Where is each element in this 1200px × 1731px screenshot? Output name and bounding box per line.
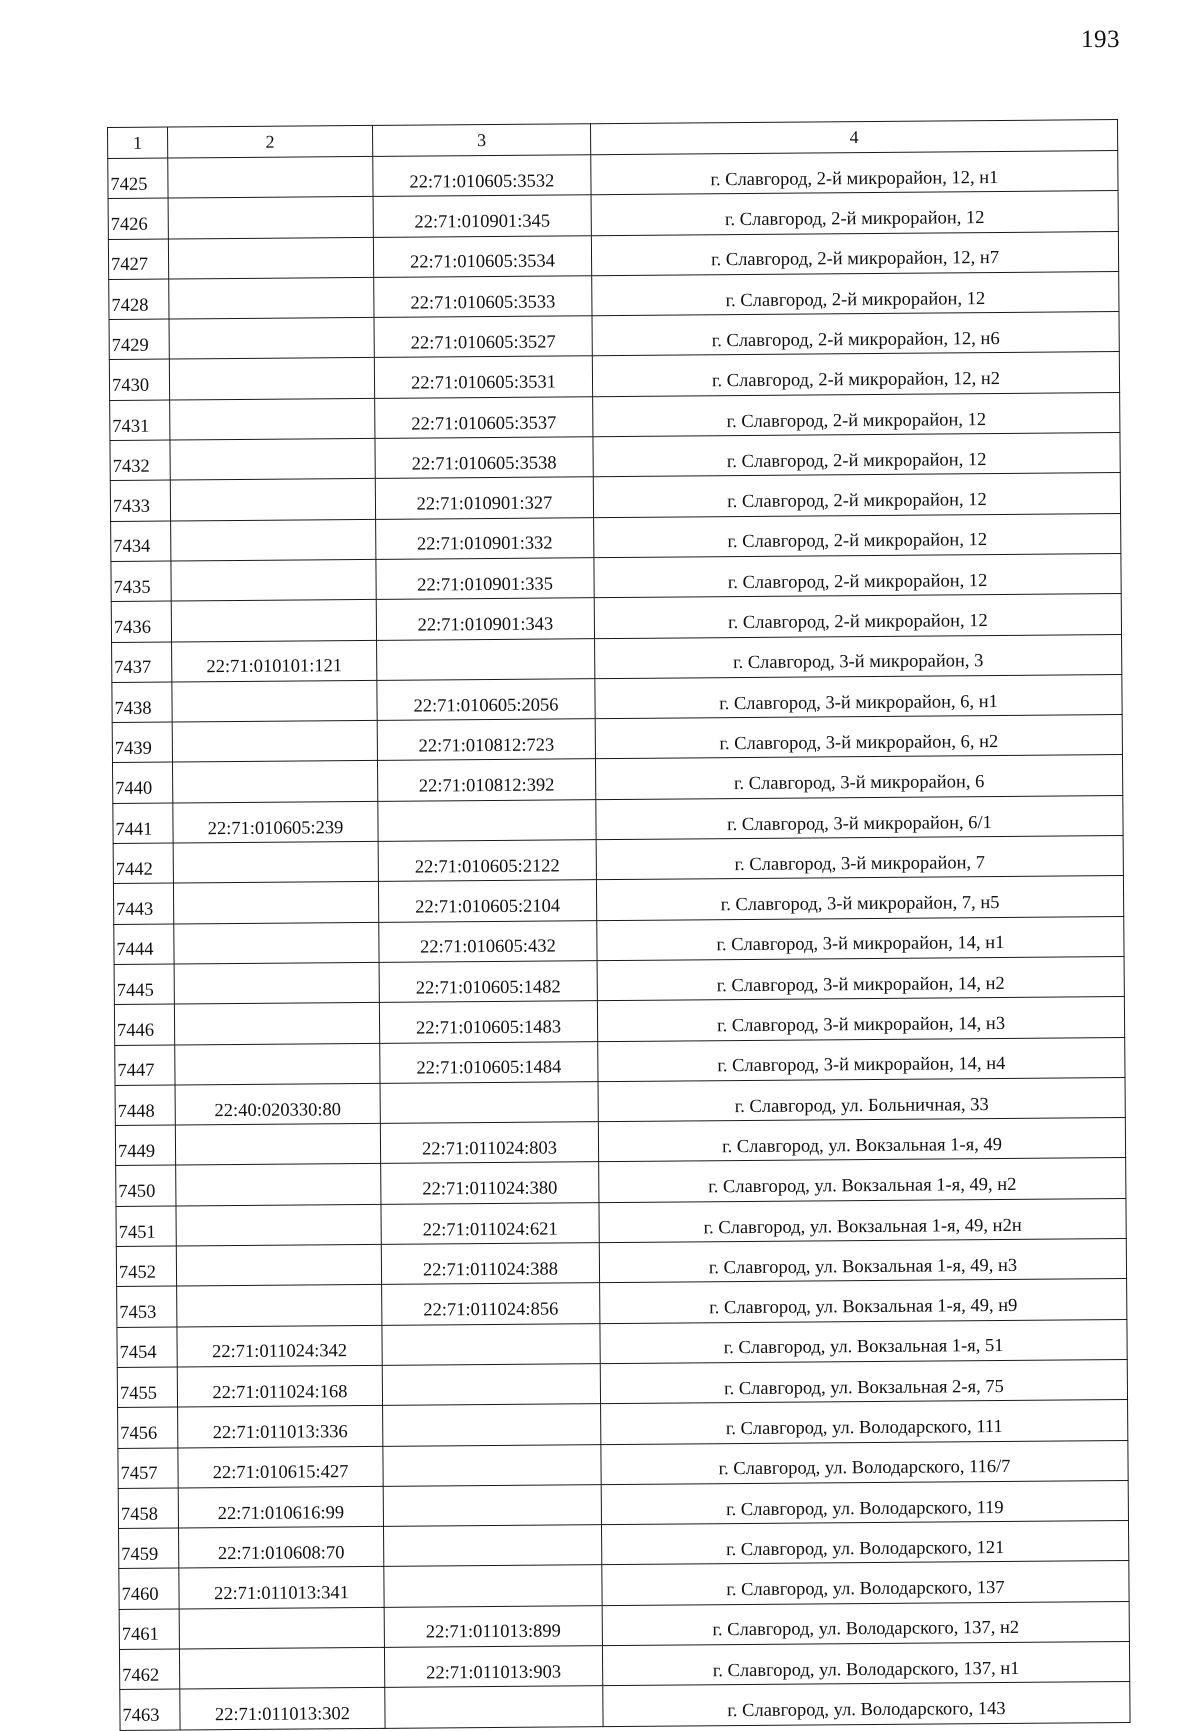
row-number-cell: 7456 bbox=[118, 1407, 178, 1448]
cadastral-number-col2-cell bbox=[174, 962, 379, 1004]
address-cell: г. Славгород, ул. Вокзальная 1-я, 51 bbox=[600, 1319, 1127, 1363]
address-cell: г. Славгород, ул. Володарского, 119 bbox=[601, 1480, 1128, 1524]
address-cell: г. Славгород, 2-й микрорайон, 12 bbox=[593, 392, 1120, 436]
row-number-cell: 7432 bbox=[110, 440, 170, 481]
cadastral-number-col2-cell: 22:40:020330:80 bbox=[175, 1083, 380, 1125]
cadastral-number-col2-cell: 22:71:011013:336 bbox=[178, 1406, 383, 1448]
cadastral-number-col2-cell bbox=[170, 438, 375, 480]
row-number-cell: 7430 bbox=[109, 360, 169, 401]
cadastral-number-col3-cell: 22:71:011024:621 bbox=[381, 1202, 599, 1244]
row-number-cell: 7444 bbox=[114, 924, 174, 965]
cadastral-number-col3-cell: 22:71:010605:3531 bbox=[374, 356, 592, 398]
cadastral-number-col3-cell: 22:71:011024:856 bbox=[382, 1283, 600, 1325]
cadastral-number-col3-cell: 22:71:010605:2056 bbox=[377, 679, 595, 721]
row-number-cell: 7461 bbox=[119, 1609, 179, 1650]
cadastral-number-col3-cell bbox=[383, 1484, 601, 1526]
address-cell: г. Славгород, 2-й микрорайон, 12, н7 bbox=[591, 231, 1118, 275]
cadastral-number-col3-cell: 22:71:010605:3532 bbox=[373, 155, 591, 197]
cadastral-number-col3-cell bbox=[377, 638, 595, 680]
address-cell: г. Славгород, 3-й микрорайон, 6/1 bbox=[596, 795, 1123, 839]
table-body bbox=[108, 151, 1130, 1730]
cadastral-number-col3-cell: 22:71:010605:2122 bbox=[378, 840, 596, 882]
cadastral-number-col2-cell bbox=[168, 237, 373, 279]
cadastral-number-col2-cell bbox=[172, 680, 377, 722]
cadastral-number-col3-cell bbox=[383, 1444, 601, 1486]
cadastral-number-col2-cell bbox=[168, 156, 373, 198]
cadastral-number-col2-cell bbox=[169, 358, 374, 400]
cadastral-number-col3-cell: 22:71:010901:327 bbox=[375, 477, 593, 519]
cadastral-number-col2-cell: 22:71:011024:168 bbox=[177, 1365, 382, 1407]
row-number-cell: 7436 bbox=[111, 601, 171, 642]
row-number-cell: 7431 bbox=[110, 400, 170, 441]
row-number-cell: 7450 bbox=[116, 1165, 176, 1206]
address-cell: г. Славгород, ул. Вокзальная 1-я, 49, н9 bbox=[600, 1279, 1127, 1323]
address-cell: г. Славгород, 3-й микрорайон, 6 bbox=[595, 755, 1122, 799]
column-header-4: 4 bbox=[590, 120, 1117, 155]
cadastral-number-col2-cell bbox=[171, 600, 376, 642]
address-cell: г. Славгород, ул. Вокзальная 1-я, 49 bbox=[598, 1118, 1125, 1162]
address-cell: г. Славгород, 2-й микрорайон, 12 bbox=[594, 513, 1121, 557]
address-cell: г. Славгород, ул. Вокзальная 1-я, 49, н2 bbox=[599, 1158, 1126, 1202]
row-number-cell: 7448 bbox=[115, 1085, 175, 1126]
cadastral-number-col3-cell: 22:71:010605:2104 bbox=[378, 880, 596, 922]
cadastral-number-col3-cell: 22:71:010901:343 bbox=[376, 598, 594, 640]
cadastral-number-col2-cell bbox=[175, 1124, 380, 1166]
cadastral-number-col2-cell: 22:71:010615:427 bbox=[178, 1446, 383, 1488]
address-cell: г. Славгород, ул. Володарского, 137, н1 bbox=[602, 1642, 1129, 1686]
row-number-cell: 7463 bbox=[120, 1689, 180, 1730]
cadastral-number-col2-cell: 22:71:010608:70 bbox=[179, 1526, 384, 1568]
cadastral-number-col3-cell bbox=[382, 1364, 600, 1406]
cadastral-number-col2-cell bbox=[176, 1164, 381, 1206]
address-cell: г. Славгород, 3-й микрорайон, 14, н4 bbox=[598, 1037, 1125, 1081]
address-cell: г. Славгород, 3-й микрорайон, 6, н1 bbox=[595, 674, 1122, 718]
address-cell: г. Славгород, 2-й микрорайон, 12, н6 bbox=[592, 312, 1119, 356]
cadastral-number-col3-cell bbox=[380, 1082, 598, 1124]
cadastral-number-col3-cell bbox=[383, 1404, 601, 1446]
cadastral-number-col2-cell bbox=[177, 1285, 382, 1327]
table-row bbox=[120, 1682, 1130, 1730]
cadastral-number-col2-cell bbox=[172, 761, 377, 803]
address-cell: г. Славгород, 3-й микрорайон, 3 bbox=[595, 634, 1122, 678]
row-number-cell: 7449 bbox=[115, 1125, 175, 1166]
row-number-cell: 7453 bbox=[117, 1286, 177, 1327]
row-number-cell: 7445 bbox=[114, 964, 174, 1005]
address-cell: г. Славгород, 2-й микрорайон, 12, н2 bbox=[592, 352, 1119, 396]
row-number-cell: 7451 bbox=[116, 1206, 176, 1247]
cadastral-number-col2-cell bbox=[173, 882, 378, 924]
cadastral-number-col2-cell: 22:71:010101:121 bbox=[172, 640, 377, 682]
row-number-cell: 7437 bbox=[112, 642, 172, 683]
cadastral-number-col2-cell: 22:71:011013:341 bbox=[179, 1567, 384, 1609]
address-cell: г. Славгород, 2-й микрорайон, 12 bbox=[592, 271, 1119, 315]
row-number-cell: 7440 bbox=[112, 762, 172, 803]
cadastral-number-col2-cell bbox=[168, 197, 373, 239]
cadastral-number-col3-cell: 22:71:010901:332 bbox=[376, 517, 594, 559]
cadastral-number-col2-cell bbox=[173, 841, 378, 883]
cadastral-number-col3-cell: 22:71:010812:392 bbox=[377, 759, 595, 801]
cadastral-number-col3-cell bbox=[383, 1525, 601, 1567]
cadastral-number-col2-cell bbox=[171, 559, 376, 601]
address-cell: г. Славгород, ул. Володарского, 143 bbox=[603, 1682, 1130, 1726]
cadastral-number-col3-cell bbox=[382, 1323, 600, 1365]
cadastral-number-col3-cell: 22:71:010901:345 bbox=[373, 195, 591, 237]
address-cell: г. Славгород, ул. Володарского, 137 bbox=[602, 1561, 1129, 1605]
row-number-cell: 7428 bbox=[109, 279, 169, 320]
cadastral-number-col3-cell: 22:71:010605:3534 bbox=[373, 235, 591, 277]
registry-table bbox=[107, 119, 1131, 1730]
row-number-cell: 7438 bbox=[112, 682, 172, 723]
address-cell: г. Славгород, ул. Володарского, 121 bbox=[601, 1521, 1128, 1565]
address-cell: г. Славгород, 2-й микрорайон, 12, н1 bbox=[591, 151, 1118, 195]
column-header-1: 1 bbox=[108, 127, 168, 158]
address-cell: г. Славгород, ул. Вокзальная 2-я, 75 bbox=[600, 1359, 1127, 1403]
row-number-cell: 7439 bbox=[112, 722, 172, 763]
address-cell: г. Славгород, 3-й микрорайон, 7 bbox=[596, 836, 1123, 880]
cadastral-number-col2-cell bbox=[170, 479, 375, 521]
cadastral-number-col3-cell: 22:71:011024:380 bbox=[381, 1162, 599, 1204]
cadastral-number-col2-cell bbox=[169, 277, 374, 319]
address-cell: г. Славгород, ул. Больничная, 33 bbox=[598, 1077, 1125, 1121]
cadastral-number-col2-cell bbox=[172, 721, 377, 763]
cadastral-number-col2-cell bbox=[176, 1244, 381, 1286]
cadastral-number-col3-cell: 22:71:010812:723 bbox=[377, 719, 595, 761]
row-number-cell: 7459 bbox=[119, 1528, 179, 1569]
row-number-cell: 7434 bbox=[111, 521, 171, 562]
cadastral-number-col2-cell: 22:71:011013:302 bbox=[180, 1688, 385, 1730]
address-cell: г. Славгород, 2-й микрорайон, 12 bbox=[594, 554, 1121, 598]
cadastral-number-col2-cell: 22:71:010605:239 bbox=[173, 801, 378, 843]
row-number-cell: 7452 bbox=[116, 1246, 176, 1287]
row-number-cell: 7446 bbox=[114, 1004, 174, 1045]
row-number-cell: 7460 bbox=[119, 1568, 179, 1609]
cadastral-number-col3-cell bbox=[385, 1686, 603, 1728]
cadastral-number-col2-cell bbox=[171, 519, 376, 561]
cadastral-number-col3-cell: 22:71:010605:1484 bbox=[380, 1041, 598, 1083]
row-number-cell: 7427 bbox=[108, 239, 168, 280]
address-cell: г. Славгород, 2-й микрорайон, 12 bbox=[591, 191, 1118, 235]
cadastral-number-col3-cell: 22:71:011024:388 bbox=[381, 1243, 599, 1285]
cadastral-number-col3-cell: 22:71:011013:899 bbox=[384, 1605, 602, 1647]
row-number-cell: 7462 bbox=[119, 1649, 179, 1690]
row-number-cell: 7443 bbox=[113, 883, 173, 924]
cadastral-number-col3-cell bbox=[378, 799, 596, 841]
address-cell: г. Славгород, ул. Вокзальная 1-я, 49, н2н bbox=[599, 1198, 1126, 1242]
row-number-cell: 7455 bbox=[117, 1367, 177, 1408]
cadastral-number-col2-cell bbox=[169, 318, 374, 360]
cadastral-number-col2-cell bbox=[179, 1607, 384, 1649]
row-number-cell: 7435 bbox=[111, 561, 171, 602]
address-cell: г. Славгород, ул. Володарского, 116/7 bbox=[601, 1440, 1128, 1484]
registry-table-container bbox=[107, 119, 1130, 1730]
row-number-cell: 7447 bbox=[115, 1045, 175, 1086]
row-number-cell: 7441 bbox=[113, 803, 173, 844]
address-cell: г. Славгород, 2-й микрорайон, 12 bbox=[593, 433, 1120, 477]
row-number-cell: 7458 bbox=[118, 1488, 178, 1529]
address-cell: г. Славгород, 3-й микрорайон, 14, н2 bbox=[597, 956, 1124, 1000]
address-cell: г. Славгород, 2-й микрорайон, 12 bbox=[594, 594, 1121, 638]
cadastral-number-col2-cell bbox=[174, 1003, 379, 1045]
cadastral-number-col3-cell: 22:71:010605:3527 bbox=[374, 316, 592, 358]
cadastral-number-col3-cell: 22:71:010605:1483 bbox=[379, 1001, 597, 1043]
cadastral-number-col3-cell: 22:71:011013:903 bbox=[384, 1646, 602, 1688]
row-number-cell: 7454 bbox=[117, 1327, 177, 1368]
column-header-3: 3 bbox=[372, 124, 590, 157]
row-number-cell: 7442 bbox=[113, 843, 173, 884]
cadastral-number-col2-cell bbox=[179, 1647, 384, 1689]
row-number-cell: 7429 bbox=[109, 319, 169, 360]
cadastral-number-col2-cell: 22:71:011024:342 bbox=[177, 1325, 382, 1367]
column-header-2: 2 bbox=[168, 125, 373, 158]
address-cell: г. Славгород, 3-й микрорайон, 7, н5 bbox=[596, 876, 1123, 920]
row-number-cell: 7457 bbox=[118, 1447, 178, 1488]
address-cell: г. Славгород, 3-й микрорайон, 6, н2 bbox=[595, 715, 1122, 759]
cadastral-number-col3-cell: 22:71:010605:432 bbox=[379, 920, 597, 962]
cadastral-number-col2-cell bbox=[175, 1043, 380, 1085]
cadastral-number-col2-cell: 22:71:010616:99 bbox=[178, 1486, 383, 1528]
page-number: 193 bbox=[1081, 26, 1120, 53]
cadastral-number-col3-cell: 22:71:010901:335 bbox=[376, 558, 594, 600]
address-cell: г. Славгород, 3-й микрорайон, 14, н3 bbox=[597, 997, 1124, 1041]
row-number-cell: 7425 bbox=[108, 158, 168, 199]
row-number-cell: 7426 bbox=[108, 198, 168, 239]
cadastral-number-col3-cell: 22:71:010605:3538 bbox=[375, 437, 593, 479]
address-cell: г. Славгород, ул. Вокзальная 1-я, 49, н3 bbox=[599, 1239, 1126, 1283]
cadastral-number-col2-cell bbox=[174, 922, 379, 964]
cadastral-number-col3-cell: 22:71:010605:3537 bbox=[375, 396, 593, 438]
address-cell: г. Славгород, ул. Володарского, 111 bbox=[601, 1400, 1128, 1444]
address-cell: г. Славгород, ул. Володарского, 137, н2 bbox=[602, 1601, 1129, 1645]
cadastral-number-col3-cell: 22:71:010605:3533 bbox=[374, 276, 592, 318]
cadastral-number-col3-cell: 22:71:010605:1482 bbox=[379, 961, 597, 1003]
address-cell: г. Славгород, 2-й микрорайон, 12 bbox=[593, 473, 1120, 517]
cadastral-number-col3-cell bbox=[384, 1565, 602, 1607]
address-cell: г. Славгород, 3-й микрорайон, 14, н1 bbox=[597, 916, 1124, 960]
cadastral-number-col3-cell: 22:71:011024:803 bbox=[380, 1122, 598, 1164]
cadastral-number-col2-cell bbox=[170, 398, 375, 440]
cadastral-number-col2-cell bbox=[176, 1204, 381, 1246]
row-number-cell: 7433 bbox=[110, 480, 170, 521]
